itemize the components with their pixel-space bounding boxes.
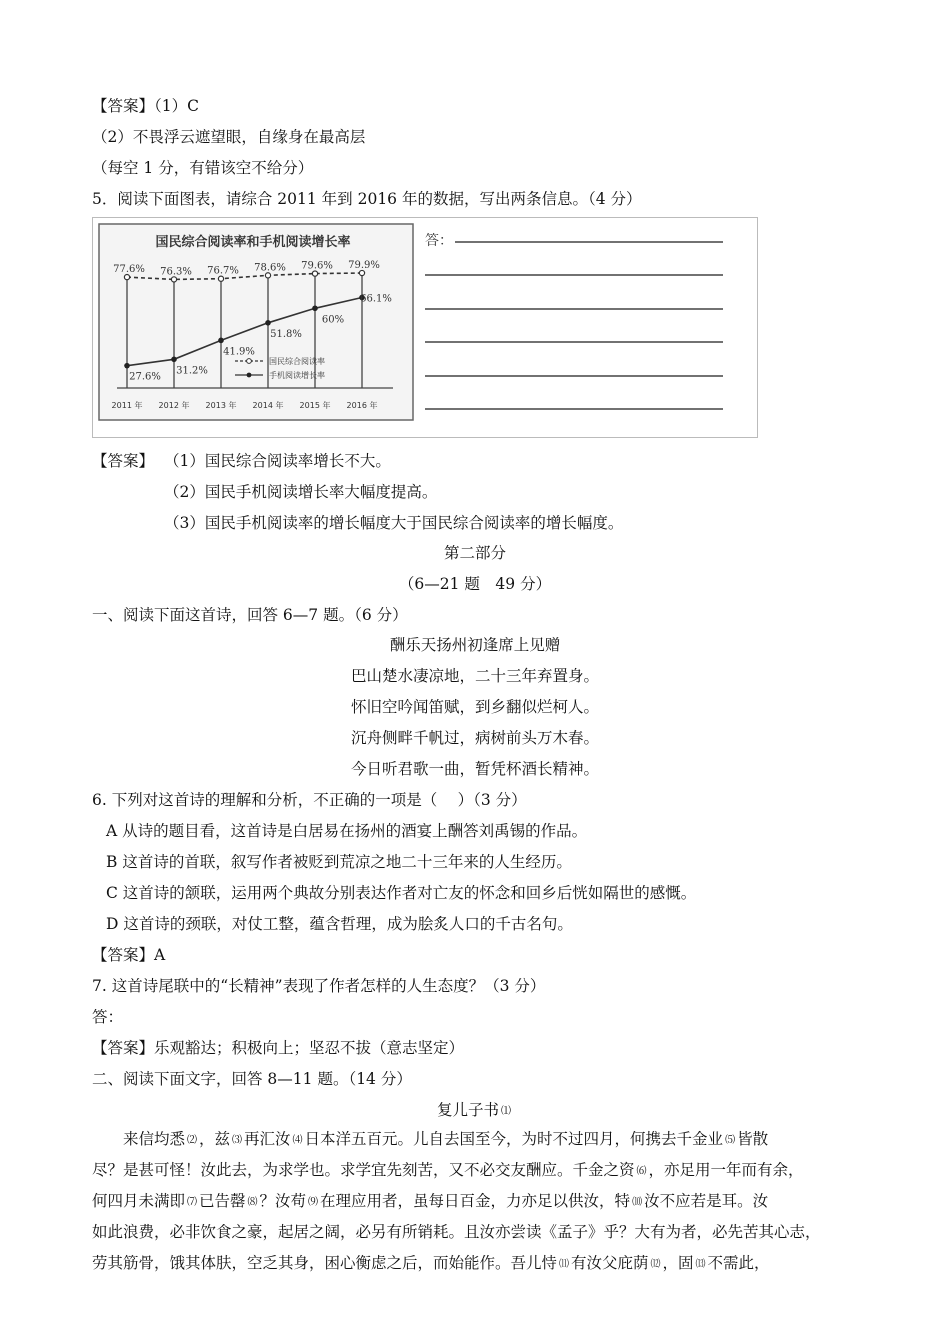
passage-title: 复儿子书 (436, 1101, 499, 1119)
mobile-reading-point (312, 305, 318, 311)
footnote-marker: ⑶ (232, 1135, 243, 1146)
footnote-marker: ⑵ (187, 1135, 198, 1146)
x-tick-label: 2012 年 (158, 401, 190, 410)
reading-rate-point (124, 275, 129, 280)
q4-answer-line1: 【答案】（1）C (92, 97, 199, 115)
chart-svg (93, 218, 757, 437)
passage-text: 如此浪费，必非饮食之豪，起居之阔，必另有所销耗。且汝亦尝读《孟子》乎？大有为者，必先苦其心志， (92, 1223, 821, 1241)
q6-question: 6. 下列对这首诗的理解和分析，不正确的一项是（ ）（3 分） (92, 791, 527, 809)
reading-rate-point (171, 277, 176, 282)
x-tick-label: 2015 年 (299, 401, 331, 410)
passage-line (92, 1252, 770, 1276)
legend-marker-reading-rate (247, 359, 252, 364)
footnote-marker: ⒀ (695, 1259, 706, 1270)
footnote-marker: ⑻ (247, 1197, 258, 1208)
q6-option-b: B 这首诗的首联，叙写作者被贬到荒凉之地二十三年来的人生经历。 (106, 853, 572, 871)
passage-text: 劳其筋骨，饿其体肤，空乏其身，困心衡虑之后，而始能作。吾儿恃 (92, 1254, 558, 1272)
mobile-reading-label: 27.6% (129, 371, 161, 383)
q4-answer-line3: （每空 1 分，有错该空不给分） (92, 159, 314, 177)
legend-marker-mobile-reading (247, 373, 252, 378)
q6-option-a: A 从诗的题目看，这首诗是白居易在扬州的酒宴上酬答刘禹锡的作品。 (106, 822, 588, 840)
footnote-marker: ⑺ (187, 1197, 198, 1208)
q4-answer-line2: （2）不畏浮云遮望眼，自缘身在最高层 (92, 128, 366, 146)
q7-prompt: 答： (92, 1008, 124, 1026)
x-tick-label: 2014 年 (252, 401, 284, 410)
q5-question: 5．阅读下面图表，请综合 2011 年到 2016 年的数据，写出两条信息。（4 分） (92, 190, 642, 208)
q7-question: 7. 这首诗尾联中的“长精神”表现了作者怎样的人生态度？（3 分） (92, 977, 546, 995)
passage-text: 不需此， (707, 1254, 770, 1272)
reading-rate-point (359, 270, 364, 275)
x-tick-label: 2011 年 (111, 401, 143, 410)
legend-label-reading-rate: 国民综合阅读率 (269, 357, 325, 366)
passage-line (92, 1190, 768, 1214)
passage-text: 再汇汝 (244, 1130, 291, 1148)
passage-text: ，兹 (199, 1130, 231, 1148)
passage-text: 来信均悉 (123, 1130, 186, 1148)
reading-rate-label: 77.6% (113, 264, 145, 276)
footnote-marker: ⑼ (308, 1197, 319, 1208)
mobile-reading-label: 66.1% (360, 293, 392, 305)
mobile-reading-point (124, 363, 130, 369)
x-tick-label: 2016 年 (346, 401, 378, 410)
footnote-marker: ⑾ (559, 1259, 570, 1270)
reading-rate-label: 76.3% (160, 266, 192, 278)
reading-rate-point (218, 276, 223, 281)
poem-line-2: 怀旧空吟闻笛赋，到乡翻似烂柯人。 (350, 698, 599, 716)
q6-option-d: D 这首诗的颈联，对仗工整，蕴含哲理，成为脍炙人口的千古名句。 (106, 915, 573, 933)
mobile-reading-label: 51.8% (270, 328, 302, 340)
q5-answer-item-3: （3）国民手机阅读率的增长幅度大于国民综合阅读率的增长幅度。 (164, 514, 624, 532)
passage-text: ，亦足用一年而有余， (648, 1161, 804, 1179)
reading-rate-point (312, 271, 317, 276)
passage-line (92, 1159, 804, 1183)
q6-answer: 【答案】A (92, 946, 166, 964)
q5-answer-item-1: （1）国民综合阅读率增长不大。 (164, 452, 391, 470)
reading-rate-label: 78.6% (254, 262, 286, 274)
reading-rate-label: 79.9% (348, 260, 380, 272)
reading-rate-label: 79.6% (301, 260, 333, 272)
sec1-heading: 一、阅读下面这首诗，回答 6—7 题。（6 分） (92, 606, 408, 624)
sec2-heading: 二、阅读下面文字，回答 8—11 题。（14 分） (92, 1070, 412, 1088)
q5-answer-label: 【答案】 (92, 452, 155, 470)
footnote-marker: ⑷ (292, 1135, 303, 1146)
poem-line-3: 沉舟侧畔千帆过，病树前头万木春。 (350, 729, 599, 747)
part2-title: 第二部分 (443, 544, 506, 562)
reading-rate-point (265, 273, 270, 278)
footnote-marker: ⑽ (632, 1197, 643, 1208)
chart-frame (99, 224, 413, 420)
footnote-marker: ⑿ (650, 1259, 661, 1270)
mobile-reading-label: 60% (321, 314, 345, 326)
passage-line (92, 1221, 821, 1243)
passage-text: 汝不应若是耳。汝 (644, 1192, 769, 1210)
passage-text: 在理应用者，虽每日百金，力亦足以供汝，特 (320, 1192, 631, 1210)
poem-line-1: 巴山楚水凄凉地，二十三年弃置身。 (350, 667, 599, 685)
passage-text: ，固 (662, 1254, 694, 1272)
chart-figure (92, 217, 758, 438)
passage-text: 日本洋五百元。儿自去国至今，为时不过四月，何携去千金业 (304, 1130, 724, 1148)
passage-title-note: ⑴ (501, 1106, 511, 1117)
passage-title-wrap (0, 1099, 950, 1123)
x-tick-label: 2013 年 (205, 401, 237, 410)
mobile-reading-label: 41.9% (223, 346, 255, 358)
passage-text: 尽？是甚可怪！汝此去，为求学也。求学宜先刻苦，又不必交友酬应。千金之资 (92, 1161, 635, 1179)
legend-label-mobile-reading: 手机阅读增长率 (269, 371, 325, 380)
footnote-marker: ⑹ (636, 1166, 647, 1177)
mobile-reading-label: 31.2% (176, 365, 208, 377)
passage-line (123, 1128, 768, 1152)
mobile-reading-point (218, 338, 224, 344)
chart-answer-prompt: 答： (425, 233, 453, 249)
poem-line-4: 今日听君歌一曲，暂凭杯酒长精神。 (350, 760, 599, 778)
q7-answer: 【答案】乐观豁达；积极向上；坚忍不拔（意志坚定） (92, 1039, 465, 1057)
q6-option-c: C 这首诗的颔联，运用两个典故分别表达作者对亡友的怀念和回乡后恍如隔世的感慨。 (106, 884, 697, 902)
reading-rate-label: 76.7% (207, 265, 239, 277)
passage-text: 何四月未满即 (92, 1192, 186, 1210)
passage-text: 有汝父庇荫 (571, 1254, 649, 1272)
mobile-reading-point (265, 320, 271, 326)
mobile-reading-point (171, 357, 177, 363)
q5-answer-item-2: （2）国民手机阅读增长率大幅度提高。 (164, 483, 438, 501)
passage-text: ？汝苟 (259, 1192, 307, 1210)
passage-text: 已告罄 (199, 1192, 246, 1210)
footnote-marker: ⑸ (725, 1135, 736, 1146)
passage-text: 皆散 (737, 1130, 769, 1148)
part2-subtitle: （6—21 题 49 分） (398, 575, 552, 593)
poem-title: 酬乐天扬州初逢席上见赠 (389, 636, 561, 654)
chart-title: 国民综合阅读率和手机阅读增长率 (155, 235, 351, 250)
